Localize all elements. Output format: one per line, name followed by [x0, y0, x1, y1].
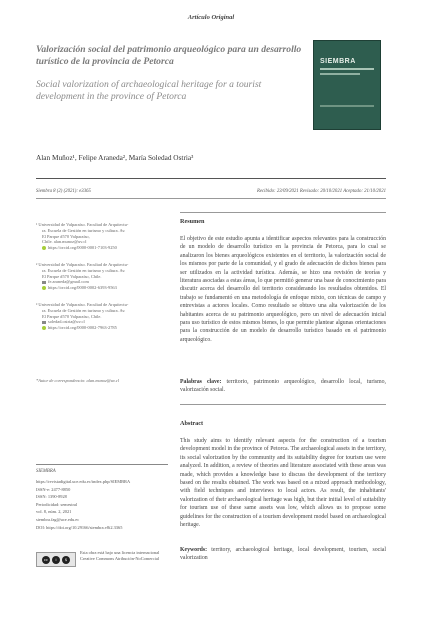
header-divider	[36, 178, 386, 179]
keywords-value: territorio, patrimonio arqueológico, desarrollo local, turismo, valorización social.	[180, 379, 386, 394]
resumen-text: El objetivo de este estudio apunta a identificar aspectos relevantes para la construcción de un modelo de desarrollo turístico en la provincia de Petorca, para lo cual se analizaron los bienes arqueológicos existentes en el territorio, la valorización social de los mismos por parte de la comunidad, y el grado de adecuación de dichos bienes para ser utilizados en la actividad turística. Además, se hizo una revisión de teorías y literatura asociadas a estas áreas, lo que permitió generar una base de conocimiento para discutir acerca del desarrollo del territorio considerando los resultados obtenidos. El trabajo se fundamentó en una metodología de enfoque mixto, con técnicas de campo y entrevistas a actores locales. Como resultado se obtuvo una alta valorización de los habitantes acerca de su patrimonio arqueológico, pero un nivel de adecuación inicial para uso turístico de estos mismos bienes, lo que permite plantear algunas orientaciones para la construcción de un modelo de desarrollo turístico basado en el patrimonio arqueológico.	[180, 236, 386, 343]
license-text: Esta obra está bajo una licencia internacional Creative Commons Atribución-NoComercial	[80, 550, 160, 561]
abstract-divider	[180, 404, 386, 405]
affiliation-line: ra. Escuela de Gestión en turismo y cultura. Av.	[42, 227, 126, 233]
orcid-link[interactable]: https://orcid.org/0000-0002-6393-9563	[36, 285, 168, 291]
resumen-divider	[180, 212, 386, 213]
volume: vol. 8, núm. 2, 2021	[36, 509, 72, 515]
article-type-label: Artículo Original	[187, 14, 235, 21]
orcid-link[interactable]: https://orcid.org/0000-0001-7103-9250	[36, 245, 168, 251]
affiliation-line: El Parque #570 Valparaíso,	[42, 233, 90, 239]
periodicity: Periodicidad: semestral	[36, 501, 78, 507]
journal-info	[36, 478, 171, 531]
affiliation-line: ² Universidad de Valparaíso. Facultad de Arquitectu-	[36, 262, 129, 267]
affiliation-line: ra. Escuela de Gestión en turismo y cultura. Av.	[42, 307, 126, 313]
email-link[interactable]: soledad.ostria@uv.cl	[36, 319, 168, 325]
affiliation-3	[36, 302, 168, 331]
cc-license-badge[interactable]	[36, 552, 76, 567]
journal-name: SIEMBRA	[36, 469, 56, 474]
keywords-label: Palabras clave:	[180, 379, 222, 385]
affiliation-line: ³ Universidad de Valparaíso. Facultad de Arquitectu-	[36, 302, 129, 307]
affiliation-1	[36, 222, 168, 251]
orcid-icon	[42, 246, 46, 250]
resumen-keywords	[180, 378, 386, 395]
affiliation-line: Chile. alan.munoz@uv.cl	[42, 239, 87, 245]
keywords-value: territory, archaeological heritage, local development, tourism, social valorization	[180, 547, 386, 562]
cover-decoration	[320, 68, 374, 70]
email-icon	[42, 321, 46, 324]
title-english: Social valorization of archaeological heritage for a tourist development in the province of Petorca	[36, 79, 262, 102]
abstract-heading: Abstract	[180, 420, 204, 427]
affiliation-2	[36, 262, 168, 291]
issn: ISSN: 1390-8928	[36, 494, 67, 500]
author-list: Alan Muñoz¹, Felipe Araneda², María Soledad Ostria³	[36, 153, 194, 162]
affiliation-line: ¹ Universidad de Valparaíso. Facultad de Arquitectu-	[36, 222, 129, 227]
abstract-text: This study aims to identify relevant aspects for the construction of a tourism development model in the province of Petorca. The archaeological assets in the territory, its social valorization by the community and its suitability degree for tourism use were analyzed. In addition, a review of theories and literature associated with these areas was made, which provides a knowledge base to discuss the development of the territory based on the results obtained. The work was based on a mixed approach methodology, with field techniques and interviews to local actors. As result, the inhabitants' valorization of their archaeological heritage was high, but their initial level of suitability for tourism use of these same assets was low, which allows us to propose some guidelines for the construction of a tourism development model based on archaeological heritage.	[180, 438, 386, 529]
resumen-heading: Resumen	[180, 218, 205, 225]
cover-title: SIEMBRA	[320, 58, 356, 65]
sidebar-divider	[36, 464, 168, 465]
article-dates: Recibido: 23/09/2021 Revisado: 20/10/2021 Aceptado: 21/10/2021	[256, 189, 386, 194]
title-spanish: Valorización social del patrimonio arqueológico para un desarrollo turístico de la provincia de Petorca	[36, 44, 302, 67]
attribution-icon: i	[52, 556, 60, 564]
journal-cover-image	[313, 40, 381, 130]
cover-decoration	[320, 73, 360, 75]
orcid-icon	[42, 326, 46, 330]
keywords-label: Keywords:	[180, 547, 208, 553]
cc-icon: cc	[42, 556, 50, 564]
orcid-icon	[42, 286, 46, 290]
affiliation-line: ra. Escuela de Gestión en turismo y cultura. Av.	[42, 267, 126, 273]
orcid-link[interactable]: https://orcid.org/0000-0002-7963-2785	[36, 325, 168, 331]
journal-url-link[interactable]: https://revistadigital.uce.edu.ec/index.php/SIEMBRA	[36, 479, 131, 484]
cover-decoration	[320, 105, 374, 107]
correspondence-note: *Autor de correspondencia: alan.munoz@uv.cl	[36, 378, 119, 383]
affiliation-line: El Parque #570 Valparaíso, Chile.	[42, 273, 102, 279]
email-link[interactable]: fe.araneda@gmail.com	[36, 279, 168, 285]
meta-divider	[36, 198, 386, 199]
affiliation-line: El Parque #570 Valparaíso, Chile.	[42, 313, 102, 319]
journal-email-link[interactable]: siembra.fag@uce.edu.ec	[36, 516, 80, 522]
abstract-keywords	[180, 546, 386, 563]
doi-link[interactable]: DOI: https://doi.org/10.29166/siembra.v8i2.3365	[36, 524, 123, 530]
noncommercial-icon: $	[62, 556, 70, 564]
email-icon	[42, 281, 46, 284]
journal-reference: Siembra 8 (2) (2021): e3365	[36, 189, 91, 194]
issn-e: ISSN-e: 2477-8850	[36, 486, 71, 492]
